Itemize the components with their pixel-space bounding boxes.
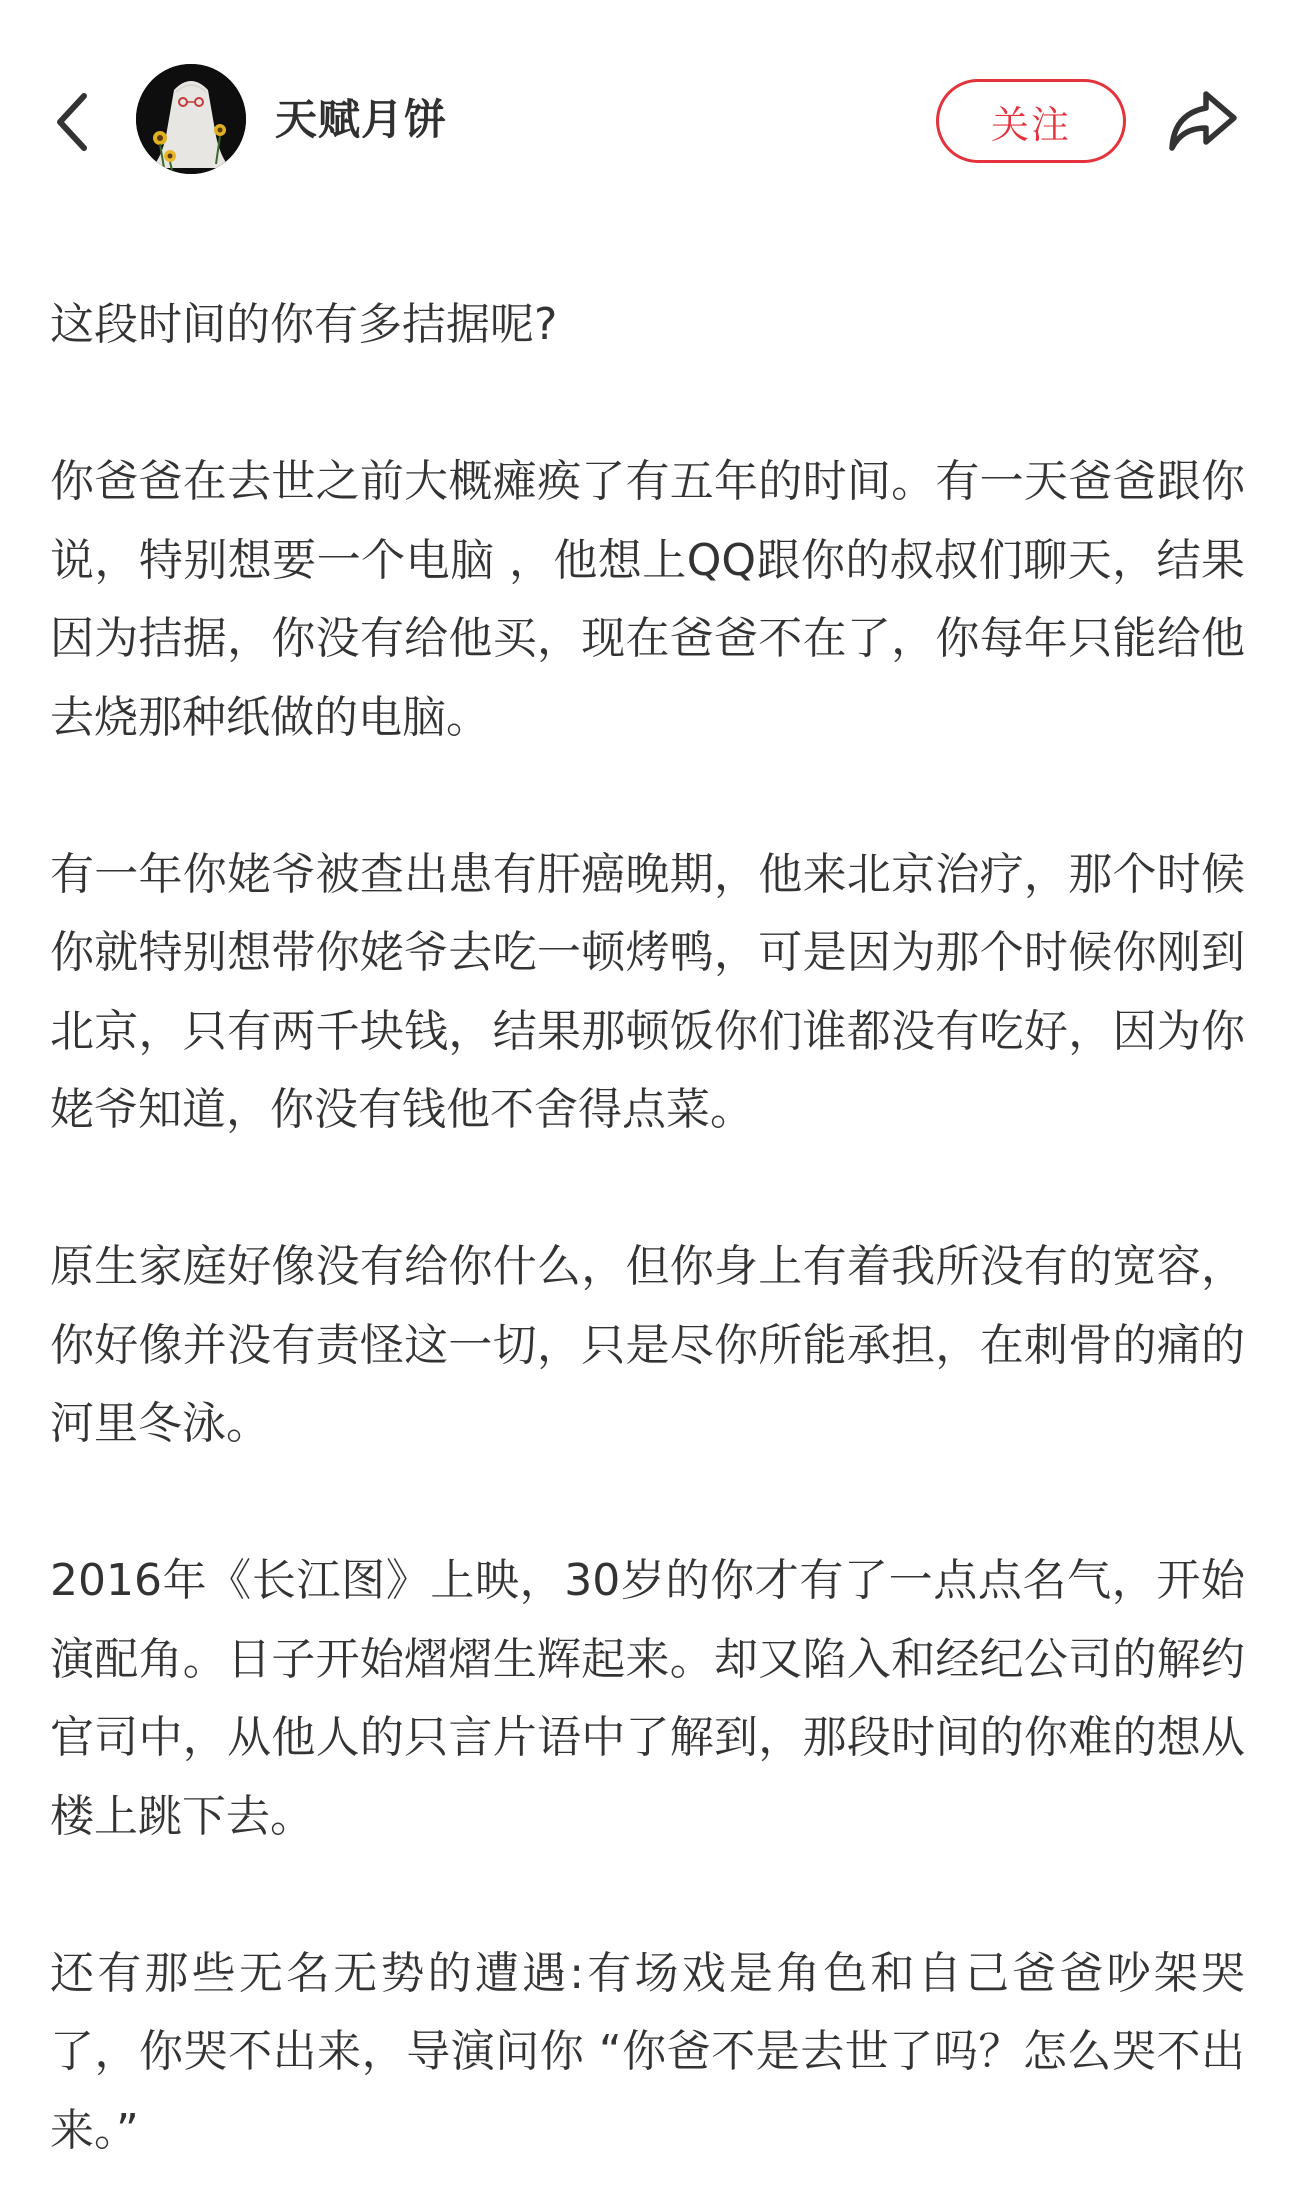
author-name[interactable]: 天赋月饼 xyxy=(275,95,448,144)
article-body xyxy=(50,286,1245,2170)
author-avatar[interactable] xyxy=(136,64,246,174)
article-paragraph: 有一年你姥爷被查出患有肝癌晚期，他来北京治疗，那个时候你就特别想带你姥爷去吃一顿烤鸭，可是因为那个时候你刚到北京，只有两千块钱，结果那顿饭你们谁都没有吃好，因为你姥爷知道，你没有钱他不舍得点菜。 xyxy=(50,848,1245,1135)
article-paragraph: 还有那些无名无势的遭遇:有场戏是角色和自己爸爸吵架哭了，你哭不出来，导演问你 “你爸不是去世了吗？怎么哭不出来。” xyxy=(50,1947,1245,2156)
follow-button[interactable]: 关注 xyxy=(936,79,1126,163)
avatar-image xyxy=(136,64,246,174)
back-button[interactable] xyxy=(48,86,104,158)
share-arrow-icon xyxy=(1166,88,1238,154)
article-paragraph: 你爸爸在去世之前大概瘫痪了有五年的时间。有一天爸爸跟你说，特别想要一个电脑 ，他想上QQ跟你的叔叔们聊天，结果因为拮据，你没有给他买，现在爸爸不在了，你每年只能给他去烧那种纸做的电脑。 xyxy=(50,456,1245,743)
share-button[interactable] xyxy=(1166,88,1238,154)
article-paragraph: 原生家庭好像没有给你什么，但你身上有着我所没有的宽容，你好像并没有责怪这一切，只是尽你所能承担，在刺骨的痛的河里冬泳。 xyxy=(50,1241,1245,1449)
chevron-left-icon xyxy=(48,86,104,158)
article-paragraph: 这段时间的你有多拮据呢? xyxy=(50,299,558,350)
article-paragraph: 2016年《长江图》上映，30岁的你才有了一点点名气，开始演配角。日子开始熠熠生辉起来。却又陷入和经纪公司的解约官司中，从他人的只言片语中了解到，那段时间的你难的想从楼上跳下去。 xyxy=(50,1555,1245,1842)
top-bar xyxy=(0,0,1290,240)
